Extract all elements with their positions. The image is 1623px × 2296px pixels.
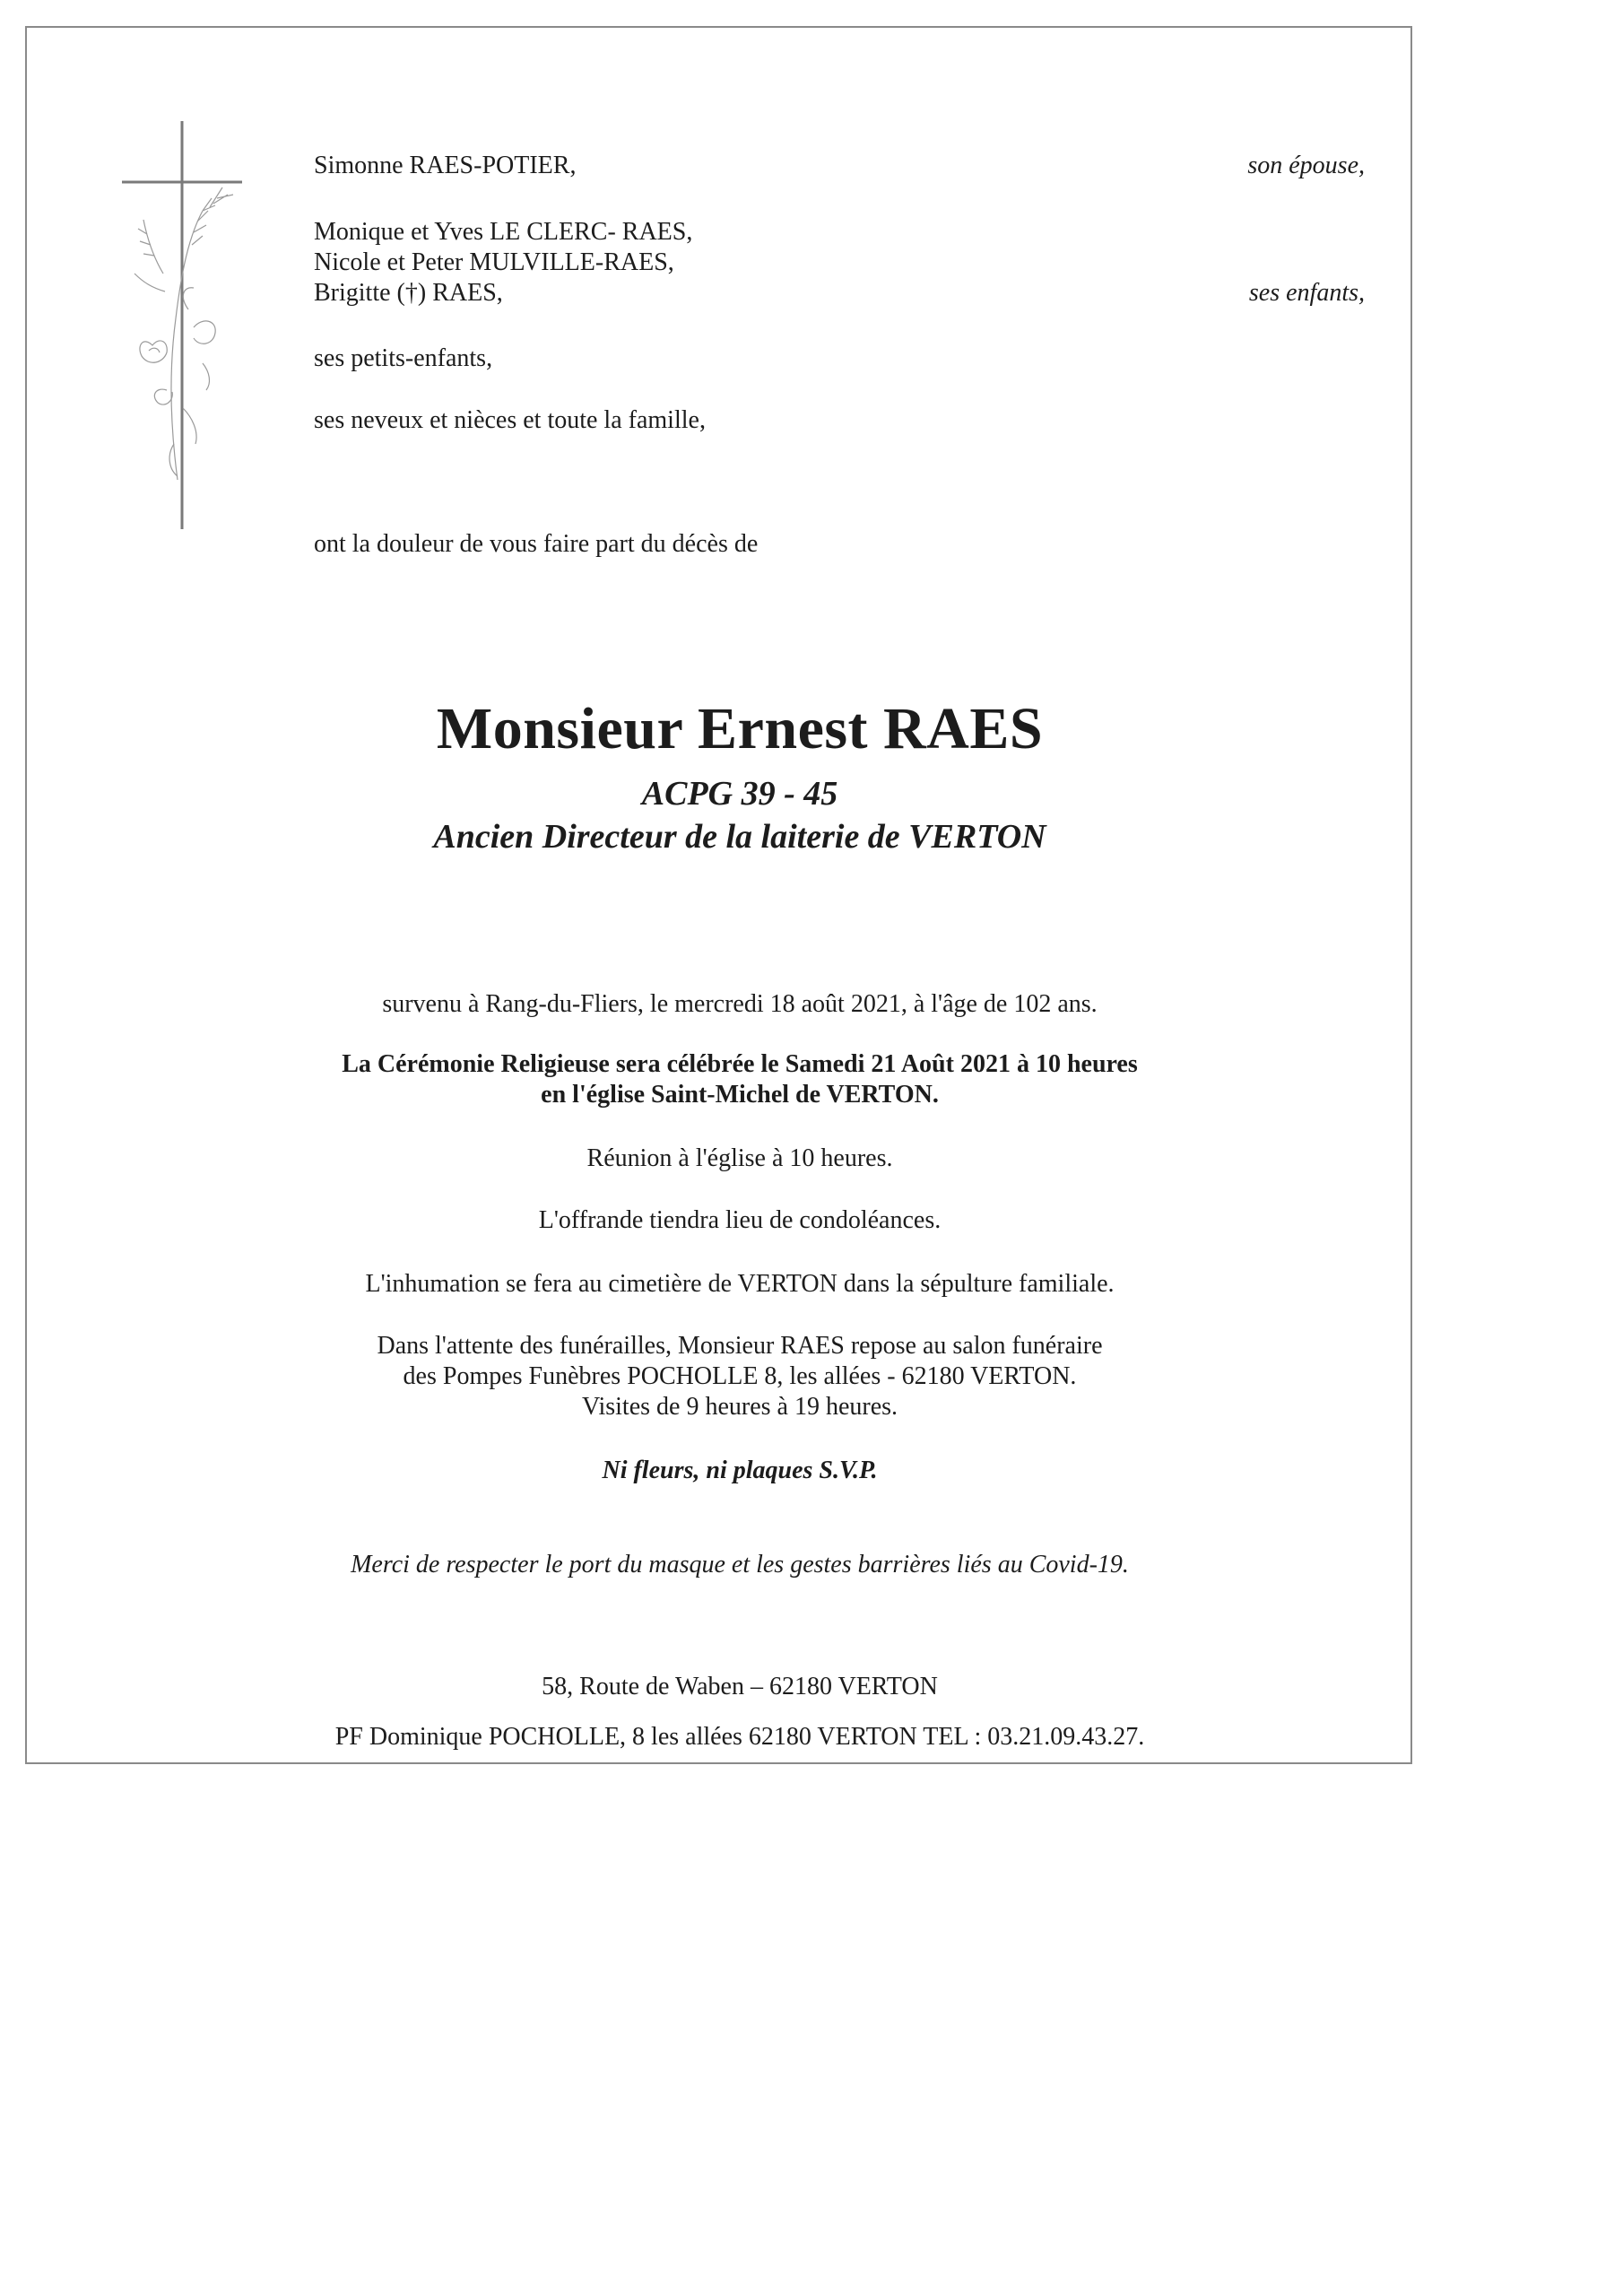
funeral-home-contact: PF Dominique POCHOLLE, 8 les allées 62180 VERTON TEL : 03.21.09.43.27. (334, 1723, 1145, 1751)
flowers-notice: Ni fleurs, ni plaques S.V.P. (602, 1457, 878, 1484)
rest-line-1: Dans l'attente des funérailles, Monsieur RAES repose au salon funéraire (377, 1332, 1103, 1360)
deceased-title-1: ACPG 39 - 45 (641, 775, 838, 813)
covid-notice: Merci de respecter le port du masque et les gestes barrières liés au Covid-19. (351, 1551, 1129, 1578)
deceased-name: Monsieur Ernest RAES (436, 696, 1044, 761)
ceremony-line-2: en l'église Saint-Michel de VERTON. (541, 1081, 939, 1109)
spouse-name: Simonne RAES-POTIER, (314, 152, 577, 179)
deceased-title-2: Ancien Directeur de la laiterie de VERTON (433, 818, 1046, 856)
reunion: Réunion à l'église à 10 heures. (586, 1144, 893, 1172)
ceremony-line-1: La Cérémonie Religieuse sera célébrée le Samedi 21 Août 2021 à 10 heures (342, 1050, 1138, 1078)
rest-line-3: Visites de 9 heures à 19 heures. (581, 1393, 898, 1421)
burial: L'inhumation se fera au cimetière de VERTON dans la sépulture familiale. (365, 1270, 1115, 1298)
child-2: Nicole et Peter MULVILLE-RAES, (314, 248, 674, 276)
offering: L'offrande tiendra lieu de condoléances. (538, 1206, 942, 1234)
child-1: Monique et Yves LE CLERC- RAES, (314, 218, 693, 246)
spouse-role: son épouse, (1247, 152, 1365, 179)
footer-address: 58, Route de Waben – 62180 VERTON (542, 1673, 938, 1700)
grandchildren: ses petits-enfants, (314, 344, 493, 372)
extended-family: ses neveux et nièces et toute la famille, (314, 406, 706, 434)
cross-with-flowers-icon (117, 121, 278, 534)
rest-line-2: des Pompes Funèbres POCHOLLE 8, les allées - 62180 VERTON. (403, 1362, 1077, 1390)
child-3: Brigitte (†) RAES, (314, 279, 503, 307)
children-role: ses enfants, (1248, 279, 1365, 307)
death-details: survenu à Rang-du-Fliers, le mercredi 18 août 2021, à l'âge de 102 ans. (382, 990, 1098, 1018)
announcement: ont la douleur de vous faire part du décès de (314, 530, 759, 558)
